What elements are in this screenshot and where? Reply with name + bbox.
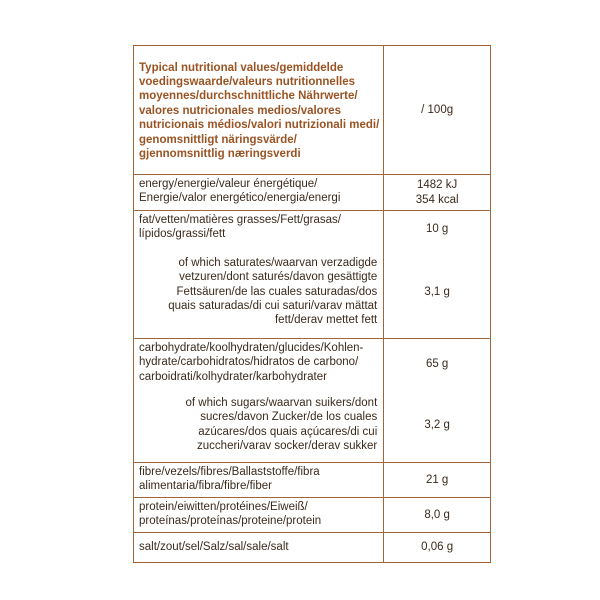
protein-value-text: 8,0 g — [424, 508, 450, 521]
energy-kcal: 354 kcal — [415, 193, 459, 206]
header-name-line: genomsnittligt näringsvärde/ — [139, 133, 297, 146]
fibre-name-line: alimentaria/fibra/fibre/fiber — [139, 480, 272, 493]
carbohydrate-name-line: carboidrati/kolhydrater/karbohydrater — [139, 370, 327, 383]
saturates-value — [384, 247, 491, 339]
header-name-line: nutricionais médios/valori nutrizionali medi/ — [139, 119, 380, 132]
per-100g-header — [384, 46, 491, 175]
carbohydrate-value-text: 65 g — [425, 357, 449, 370]
header-row — [134, 46, 491, 175]
fat-name-line: lípidos/grassi/fett — [139, 228, 226, 241]
sugars-name — [134, 389, 384, 463]
fibre-value — [384, 463, 491, 498]
sugars-name-line: of which sugars/waarvan suikers/dont — [185, 396, 378, 409]
saturates-name-line: vetzuren/dont saturés/davon gesättigte — [179, 271, 378, 284]
sugars-name-line: azúcares/dos quais açúcares/di cui — [198, 425, 378, 438]
saturates-name-line: Fettsäuren/de las cuales saturadas/dos — [176, 285, 378, 298]
salt-value-text: 0,06 g — [421, 541, 454, 554]
protein-name — [134, 497, 384, 532]
sugars-value-text: 3,2 g — [424, 419, 450, 432]
fat-value — [384, 211, 491, 247]
sugars-value — [384, 389, 491, 463]
energy-value — [384, 175, 491, 211]
protein-name-line: proteínas/proteínas/proteine/protein — [139, 515, 322, 528]
fibre-value-text: 21 g — [425, 473, 449, 486]
sugars-row — [134, 389, 491, 463]
fibre-name — [134, 463, 384, 498]
energy-kj: 1482 kJ — [416, 179, 458, 192]
carbohydrate-name — [134, 339, 384, 389]
saturates-name-line: quais saturadas/di cui saturi/varav mättat — [168, 299, 378, 312]
per-100g-label: / 100g — [421, 103, 454, 116]
fibre-name-line: fibre/vezels/fibres/Ballaststoffe/fibra — [139, 466, 320, 478]
sugars-name-line: sucres/davon Zucker/de los cuales — [200, 411, 378, 424]
carbohydrate-name-line: hydrate/carbohidratos/hidratos de carbono/ — [139, 356, 359, 369]
carbohydrate-row — [134, 339, 491, 389]
fibre-row — [134, 463, 491, 498]
energy-name-line: energy/energie/valeur énergétique/ — [139, 178, 318, 190]
energy-name-line: Energie/valor energético/energia/energi — [139, 192, 341, 205]
header-name-line: voedingswaarde/valeurs nutritionnelles — [139, 75, 356, 88]
saturates-row — [134, 247, 491, 339]
fat-name-line: fat/vetten/matières grasses/Fett/grasas/ — [139, 214, 341, 226]
header-name — [134, 46, 384, 175]
fat-row — [134, 211, 491, 247]
fat-name — [134, 211, 384, 247]
header-name-line: Typical nutritional values/gemiddelde — [139, 61, 344, 74]
protein-row — [134, 497, 491, 532]
salt-name-line: salt/zout/sel/Salz/sal/sale/salt — [139, 540, 289, 553]
energy-name — [134, 175, 384, 211]
energy-row — [134, 175, 491, 211]
header-name-line: moyennes/durchschnittliche Nährwerte/ — [139, 90, 358, 103]
fat-value-text: 10 g — [425, 222, 449, 235]
carbohydrate-value — [384, 339, 491, 389]
carbohydrate-name-line: carbohydrate/koolhydraten/glucides/Kohlen- — [139, 342, 364, 354]
sugars-name-line: zuccheri/varav socker/derav sukker — [197, 440, 378, 453]
saturates-name-line: fett/derav mettet fett — [274, 314, 378, 327]
saturates-value-text: 3,1 g — [424, 286, 450, 299]
salt-row — [134, 532, 491, 562]
header-name-line: valores nutricionales medios/valores — [139, 104, 341, 117]
salt-value — [384, 532, 491, 562]
nutrition-table — [133, 45, 491, 563]
salt-name — [134, 532, 384, 562]
saturates-name — [134, 247, 384, 339]
protein-value — [384, 497, 491, 532]
saturates-name-line: of which saturates/waarvan verzadigde — [178, 256, 378, 269]
header-name-line: gjennomsnittlig næringsverdi — [139, 148, 301, 161]
protein-name-line: protein/eiwitten/protéines/Eiweiß/ — [139, 500, 308, 513]
